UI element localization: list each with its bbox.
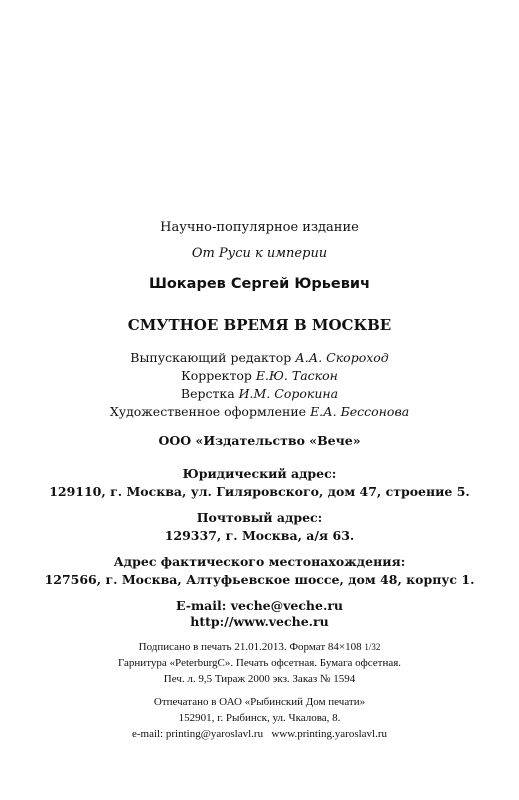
print-run: Печ. л. 9,5 Тираж 2000 экз. Заказ № 1594 <box>163 673 356 685</box>
print-signed-text: Подписано в печать 21.01.2013. Формат 84×108 <box>138 641 362 653</box>
edition-type: Научно-популярное издание <box>160 220 359 235</box>
credit-role: Выпускающий редактор <box>130 350 292 365</box>
publisher-email: E-mail: veche@veche.ru <box>176 598 343 613</box>
author-name: Шокарев Сергей Юрьевич <box>148 276 371 292</box>
postal-address-label: Почтовый адрес: <box>196 510 323 525</box>
print-typeface: Гарнитура «PeterburgC». Печать офсетная. Бумага офсетная. <box>117 657 402 669</box>
legal-address: 129110, г. Москва, ул. Гиляровского, дом 47, строение 5. <box>49 484 470 499</box>
format-fraction: 1/32 <box>364 642 381 652</box>
printer-address: 152901, г. Рыбинск, ул. Чкалова, 8. <box>178 712 341 724</box>
credit-name: А.А. Скороход <box>295 350 389 365</box>
postal-address: 129337, г. Москва, а/я 63. <box>164 528 355 543</box>
publisher-website: http://www.veche.ru <box>190 614 329 629</box>
credit-name: Е.Ю. Таскон <box>255 368 338 383</box>
credit-name: И.М. Сорокина <box>238 386 339 401</box>
credit-proofreader <box>0 367 519 385</box>
credit-role: Корректор <box>181 368 252 383</box>
credit-editor <box>0 349 519 367</box>
printer-name: Отпечатано в ОАО «Рыбинский Дом печати» <box>153 696 366 708</box>
legal-address-label: Юридический адрес: <box>182 466 337 481</box>
series-name: От Руси к империи <box>191 246 328 261</box>
credit-role: Верстка <box>180 386 235 401</box>
actual-address: 127566, г. Москва, Алтуфьевское шоссе, дом 48, корпус 1. <box>44 572 475 587</box>
credit-layout <box>0 385 519 403</box>
actual-address-label: Адрес фактического местонахождения: <box>113 554 406 569</box>
printer-contacts: e-mail: printing@yaroslavl.ru www.printing.yaroslavl.ru <box>131 728 388 740</box>
credit-name: Е.А. Бессонова <box>310 404 410 419</box>
credit-role: Художественное оформление <box>109 404 307 419</box>
credits-block <box>0 349 519 421</box>
book-title: СМУТНОЕ ВРЕМЯ В МОСКВЕ <box>127 316 392 334</box>
publisher-name: ООО «Издательство «Вече» <box>158 433 361 448</box>
credit-art <box>0 403 519 421</box>
print-signed <box>0 641 519 653</box>
